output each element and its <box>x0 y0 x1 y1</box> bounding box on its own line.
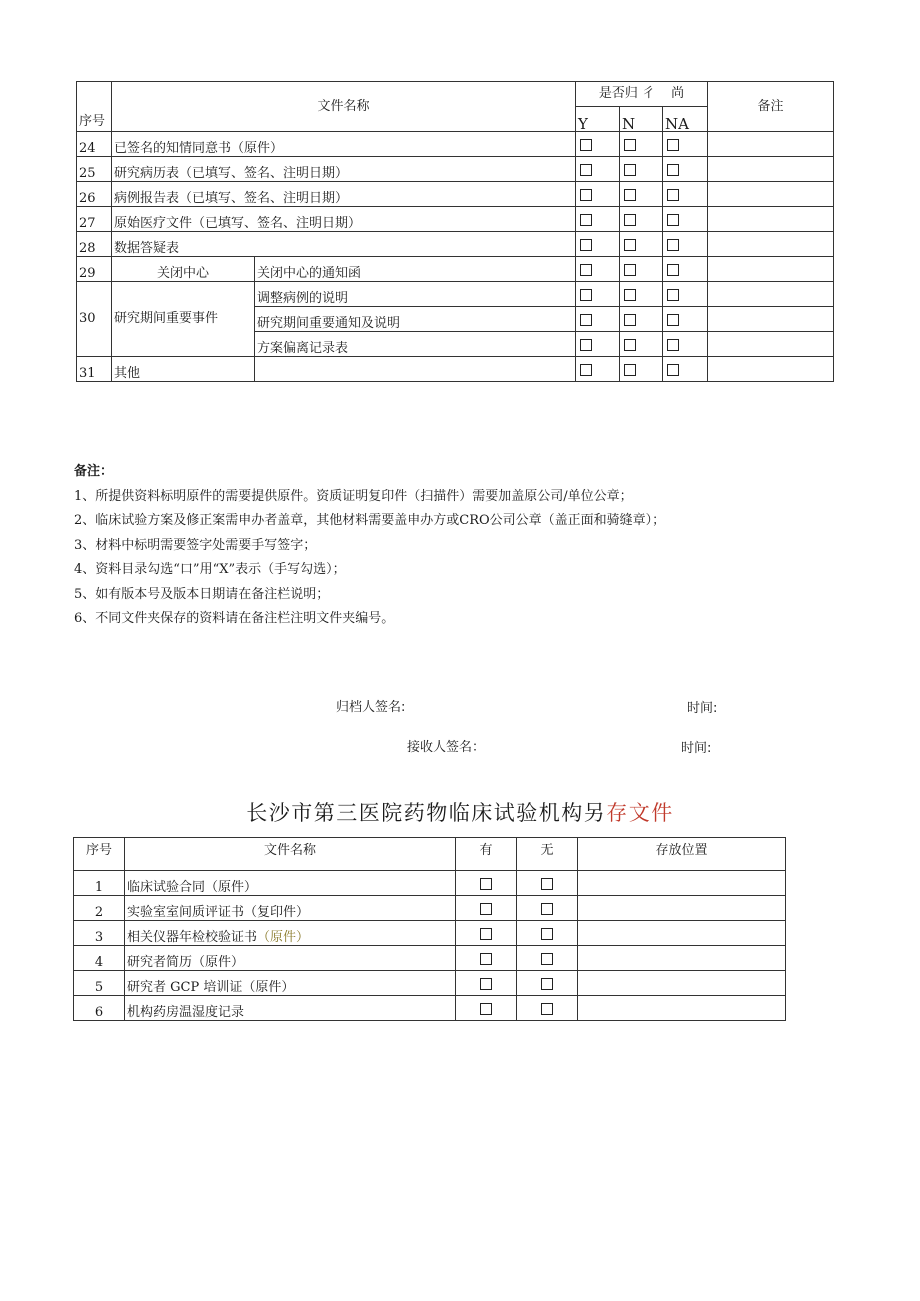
table-row <box>77 282 834 307</box>
checkbox-y[interactable] <box>580 339 592 351</box>
checkbox-none[interactable] <box>541 978 553 990</box>
receiver-signature-label: 接收人签名： <box>407 740 486 755</box>
remark-cell[interactable] <box>708 307 834 332</box>
row-category: 研究期间重要事件 <box>112 282 255 357</box>
row-file-name: 研究期间重要通知及说明 <box>255 307 576 332</box>
notes-title: 备注： <box>74 464 114 479</box>
checkbox-na[interactable] <box>667 314 679 326</box>
row-file-name: 方案偏离记录表 <box>255 332 576 357</box>
checkbox-y[interactable] <box>580 189 592 201</box>
header-archived-cut: 彳 <box>642 86 656 101</box>
checkbox-n[interactable] <box>624 139 636 151</box>
table-row <box>77 132 834 157</box>
header-seq: 序号 <box>74 838 125 871</box>
table-row <box>74 921 786 946</box>
checkbox-na[interactable] <box>667 339 679 351</box>
checkbox-n[interactable] <box>624 264 636 276</box>
header-archived-text: 是否归 <box>598 86 638 101</box>
checkbox-y[interactable] <box>580 239 592 251</box>
table-row <box>77 257 834 282</box>
checkbox-y[interactable] <box>580 289 592 301</box>
remark-cell[interactable] <box>708 257 834 282</box>
header-file-name: 文件名称 <box>112 82 576 132</box>
row-seq: 6 <box>74 996 125 1021</box>
location-cell[interactable] <box>578 921 786 946</box>
checkbox-n[interactable] <box>624 364 636 376</box>
table-row <box>74 871 786 896</box>
checkbox-na[interactable] <box>667 139 679 151</box>
header-location: 存放位置 <box>578 838 786 871</box>
row-file-name: 已签名的知情同意书（原件） <box>112 132 576 157</box>
checkbox-n[interactable] <box>624 314 636 326</box>
row-file-name-suffix: （原件） <box>257 930 310 945</box>
table-row <box>74 971 786 996</box>
checkbox-n[interactable] <box>624 164 636 176</box>
checkbox-n[interactable] <box>624 289 636 301</box>
row-seq: 1 <box>74 871 125 896</box>
checkbox-have[interactable] <box>480 903 492 915</box>
row-file-name-blank[interactable] <box>255 357 576 382</box>
archive-checklist-table <box>76 81 834 382</box>
remark-cell[interactable] <box>708 232 834 257</box>
checkbox-y[interactable] <box>580 314 592 326</box>
header-have: 有 <box>456 838 517 871</box>
section2-title-red: 存文件 <box>606 801 674 825</box>
checkbox-have[interactable] <box>480 953 492 965</box>
location-cell[interactable] <box>578 946 786 971</box>
table-row <box>74 896 786 921</box>
table-row <box>77 157 834 182</box>
row-category: 关闭中心 <box>112 257 255 282</box>
receiver-time-label: 时间: <box>681 741 712 756</box>
row-seq: 28 <box>77 232 112 257</box>
table-row <box>77 182 834 207</box>
header-na: NA <box>663 107 708 132</box>
row-file-name: 研究者 GCP 培训证（原件） <box>125 971 456 996</box>
note-item: 3、材料中标明需要签字处需要手写签字； <box>74 537 317 553</box>
row-seq: 31 <box>77 357 112 382</box>
checkbox-none[interactable] <box>541 903 553 915</box>
location-cell[interactable] <box>578 971 786 996</box>
header-none: 无 <box>517 838 578 871</box>
table-row <box>74 996 786 1021</box>
checkbox-y[interactable] <box>580 164 592 176</box>
row-file-name: 数据答疑表 <box>112 232 576 257</box>
checkbox-y[interactable] <box>580 264 592 276</box>
checkbox-n[interactable] <box>624 214 636 226</box>
location-cell[interactable] <box>578 871 786 896</box>
remark-cell[interactable] <box>708 157 834 182</box>
row-file-name: 关闭中心的通知函 <box>255 257 576 282</box>
row-seq: 4 <box>74 946 125 971</box>
row-seq: 5 <box>74 971 125 996</box>
row-file-name: 病例报告表（已填写、签名、注明日期） <box>112 182 576 207</box>
checkbox-none[interactable] <box>541 1003 553 1015</box>
checkbox-na[interactable] <box>667 214 679 226</box>
row-seq: 3 <box>74 921 125 946</box>
header-archived-end: 尚 <box>671 86 685 101</box>
checkbox-n[interactable] <box>624 239 636 251</box>
remark-cell[interactable] <box>708 282 834 307</box>
checkbox-n[interactable] <box>624 189 636 201</box>
location-cell[interactable] <box>578 996 786 1021</box>
header-seq: 序号 <box>77 82 112 132</box>
row-seq: 26 <box>77 182 112 207</box>
other-files-table <box>73 837 786 1021</box>
checkbox-y[interactable] <box>580 139 592 151</box>
checkbox-have[interactable] <box>480 878 492 890</box>
checkbox-na[interactable] <box>667 164 679 176</box>
checkbox-none[interactable] <box>541 928 553 940</box>
archiver-time-label: 时间: <box>687 701 718 716</box>
row-file-name: 实验室室间质评证书（复印件） <box>125 896 456 921</box>
note-item: 1、所提供资料标明原件的需要提供原件。资质证明复印件（扫描件）需要加盖原公司/单位公章； <box>74 488 633 504</box>
remark-cell[interactable] <box>708 182 834 207</box>
checkbox-na[interactable] <box>667 189 679 201</box>
note-item: 5、如有版本号及版本日期请在备注栏说明； <box>74 586 330 602</box>
row-file-name: 原始医疗文件（已填写、签名、注明日期） <box>112 207 576 232</box>
table-row <box>77 207 834 232</box>
checkbox-n[interactable] <box>624 339 636 351</box>
checkbox-have[interactable] <box>480 1003 492 1015</box>
row-seq: 25 <box>77 157 112 182</box>
checkbox-have[interactable] <box>480 978 492 990</box>
row-file-name <box>125 921 456 946</box>
location-cell[interactable] <box>578 896 786 921</box>
row-seq: 27 <box>77 207 112 232</box>
row-file-name: 调整病例的说明 <box>255 282 576 307</box>
row-file-name: 机构药房温湿度记录 <box>125 996 456 1021</box>
notes-section <box>74 460 665 632</box>
remark-cell[interactable] <box>708 207 834 232</box>
header-n: N <box>620 107 663 132</box>
row-seq: 29 <box>77 257 112 282</box>
row-seq: 24 <box>77 132 112 157</box>
checkbox-y[interactable] <box>580 214 592 226</box>
section2-title <box>0 797 920 827</box>
row-file-name: 其他 <box>112 357 255 382</box>
row-file-name-text: 相关仪器年检校验证书 <box>127 930 258 945</box>
checkbox-none[interactable] <box>541 878 553 890</box>
table-row <box>77 357 834 382</box>
row-file-name: 研究病历表（已填写、签名、注明日期） <box>112 157 576 182</box>
checkbox-have[interactable] <box>480 928 492 940</box>
note-item: 4、资料目录勾选“口”用“X”表示（手写勾选）； <box>74 562 346 577</box>
header-file-name: 文件名称 <box>125 838 456 871</box>
note-item: 6、不同文件夹保存的资料请在备注栏注明文件夹编号。 <box>74 611 395 626</box>
archiver-signature-label: 归档人签名: <box>336 700 406 715</box>
row-seq: 30 <box>77 282 112 357</box>
checkbox-none[interactable] <box>541 953 553 965</box>
note-item: 2、临床试验方案及修正案需申办者盖章，其他材料需要盖申办方或CRO公司公章（盖正面和骑缝章）； <box>74 513 666 528</box>
checkbox-na[interactable] <box>667 239 679 251</box>
remark-cell[interactable] <box>708 357 834 382</box>
table-row <box>77 232 834 257</box>
checkbox-na[interactable] <box>667 289 679 301</box>
checkbox-na[interactable] <box>667 364 679 376</box>
section2-title-main: 长沙市第三医院药物临床试验机构另 <box>246 801 607 825</box>
row-file-name: 临床试验合同（原件） <box>125 871 456 896</box>
checkbox-na[interactable] <box>667 264 679 276</box>
header-remark: 备注 <box>708 82 834 132</box>
header-y: Y <box>576 107 620 132</box>
row-seq: 2 <box>74 896 125 921</box>
row-file-name: 研究者简历（原件） <box>125 946 456 971</box>
remark-cell[interactable] <box>708 332 834 357</box>
checkbox-y[interactable] <box>580 364 592 376</box>
header-archived <box>576 82 708 107</box>
table-row <box>74 946 786 971</box>
remark-cell[interactable] <box>708 132 834 157</box>
